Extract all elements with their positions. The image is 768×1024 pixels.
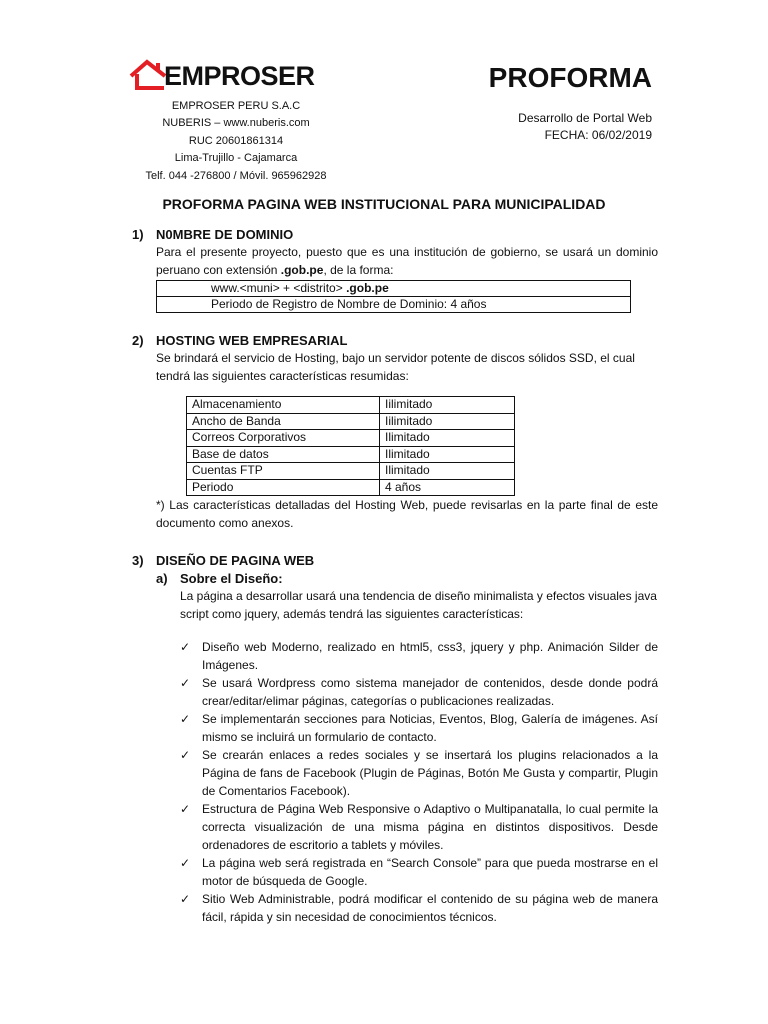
hosting-note: *) Las características detalladas del Hosting Web, puede revisarlas en la parte final de este documento como anexos. (156, 498, 658, 530)
checkmark-icon: ✓ (180, 748, 191, 762)
subsection-a-number: a) (156, 571, 168, 586)
feature-name: Periodo (187, 479, 380, 496)
section-1-heading (132, 226, 532, 244)
feature-value: Iilimitado (380, 397, 515, 414)
list-item: ✓ Se usará Wordpress como sistema manejador de contenidos, desde donde podrá crear/editar/elimar páginas, categorías o publicaciones realizadas. (180, 676, 658, 708)
subsection-a-heading (156, 570, 456, 588)
subsection-a-title: Sobre el Diseño: (180, 571, 283, 586)
section-3-title: DISEÑO DE PAGINA WEB (156, 553, 315, 568)
company-name: EMPROSER PERU S.A.C (171, 100, 301, 112)
table-row (187, 413, 515, 430)
feature-value: Ilimitado (380, 430, 515, 447)
checkmark-icon: ✓ (180, 712, 191, 726)
checkmark-icon: ✓ (180, 892, 191, 906)
hosting-features-table (186, 396, 515, 496)
list-item: ✓ Estructura de Página Web Responsive o Adaptivo o Multipanatalla, lo cual permite la correcta visualización de una misma página en distintos dispositivos. Desde ordenadores de escritorio a tablets y móviles. (180, 802, 658, 852)
main-heading: PROFORMA PAGINA WEB INSTITUCIONAL PARA MUNICIPALIDAD (162, 196, 606, 212)
table-row (187, 479, 515, 496)
design-paragraph: La página a desarrollar usará una tendencia de diseño minimalista y efectos visuales java script como jquery, además tendrá las siguientes características: (180, 589, 657, 621)
section-2-number: 2) (132, 333, 144, 348)
feature-name: Cuentas FTP (187, 463, 380, 480)
feature-name: Correos Corporativos (187, 430, 380, 447)
table-row (157, 297, 631, 313)
domain-table (156, 280, 631, 313)
table-row (157, 281, 631, 297)
feature-value: Ilimitado (380, 463, 515, 480)
table-row (187, 430, 515, 447)
logo-wordmark: EMPROSER (164, 61, 315, 91)
section-1-paragraph: Para el presente proyecto, puesto que es una institución de gobierno, se usará un dominio peruano con extensión .gob.pe, de la forma: (156, 245, 658, 277)
feature-name: Base de datos (187, 446, 380, 463)
section-1-number: 1) (132, 227, 144, 242)
list-item: ✓ Se implementarán secciones para Noticias, Eventos, Blog, Galería de imágenes. Así mismo se incluirá un formulario de contacto. (180, 712, 658, 744)
section-2-title: HOSTING WEB EMPRESARIAL (156, 333, 348, 348)
company-ruc: RUC 20601861314 (188, 134, 284, 147)
section-1-title: N0MBRE DE DOMINIO (156, 227, 294, 242)
checkmark-icon: ✓ (180, 640, 191, 654)
table-row (187, 397, 515, 414)
document-meta (430, 110, 652, 144)
document-subject: Desarrollo de Portal Web (518, 111, 652, 125)
section-3-number: 3) (132, 553, 144, 568)
feature-value: 4 años (380, 479, 515, 496)
table-row (187, 446, 515, 463)
feature-name: Almacenamiento (187, 397, 380, 414)
feature-name: Ancho de Banda (187, 413, 380, 430)
checkmark-icon: ✓ (180, 802, 191, 816)
feature-value: Iilimitado (380, 413, 515, 430)
list-item: ✓ Diseño web Moderno, realizado en html5, css3, jquery y php. Animación Silder de Imágenes. (180, 640, 658, 672)
house-logo-icon (128, 58, 168, 94)
company-info (120, 98, 352, 185)
document-title: PROFORMA (488, 62, 652, 93)
company-logo (128, 58, 342, 94)
company-website: NUBERIS – www.nuberis.com (162, 117, 310, 130)
section-2-heading (132, 332, 532, 350)
domain-format-cell: www.<muni> + <distrito> .gob.pe (157, 281, 631, 297)
checkmark-icon: ✓ (180, 856, 191, 870)
table-row (187, 463, 515, 480)
section-3-heading (132, 552, 532, 570)
checkmark-icon: ✓ (180, 676, 191, 690)
domain-period-cell: Periodo de Registro de Nombre de Dominio: 4 años (157, 297, 631, 313)
list-item: ✓ La página web será registrada en “Search Console” para que pueda mostrarse en el motor de búsqueda de Google. (180, 856, 658, 888)
company-phone: Telf. 044 -276800 / Móvil. 965962928 (145, 169, 327, 182)
company-locations: Lima-Trujillo - Cajamarca (174, 152, 298, 165)
list-item: ✓ Se crearán enlaces a redes sociales y se insertará los plugins relacionados a la Página de fans de Facebook (Plugin de Páginas, Botón Me Gusta y compartir, Plugin de Comentarios Facebook). (180, 748, 658, 798)
design-features-list (180, 638, 658, 926)
list-item: ✓ Sitio Web Administrable, podrá modificar el contenido de su página web de manera fácil, rápida y sin necesidad de conocimientos técnicos. (180, 892, 658, 924)
document-date: FECHA: 06/02/2019 (544, 128, 652, 142)
feature-value: Ilimitado (380, 446, 515, 463)
section-2-paragraph: Se brindará el servicio de Hosting, bajo un servidor potente de discos sólidos SSD, el cual tendrá las siguientes características resumidas: (156, 351, 635, 383)
